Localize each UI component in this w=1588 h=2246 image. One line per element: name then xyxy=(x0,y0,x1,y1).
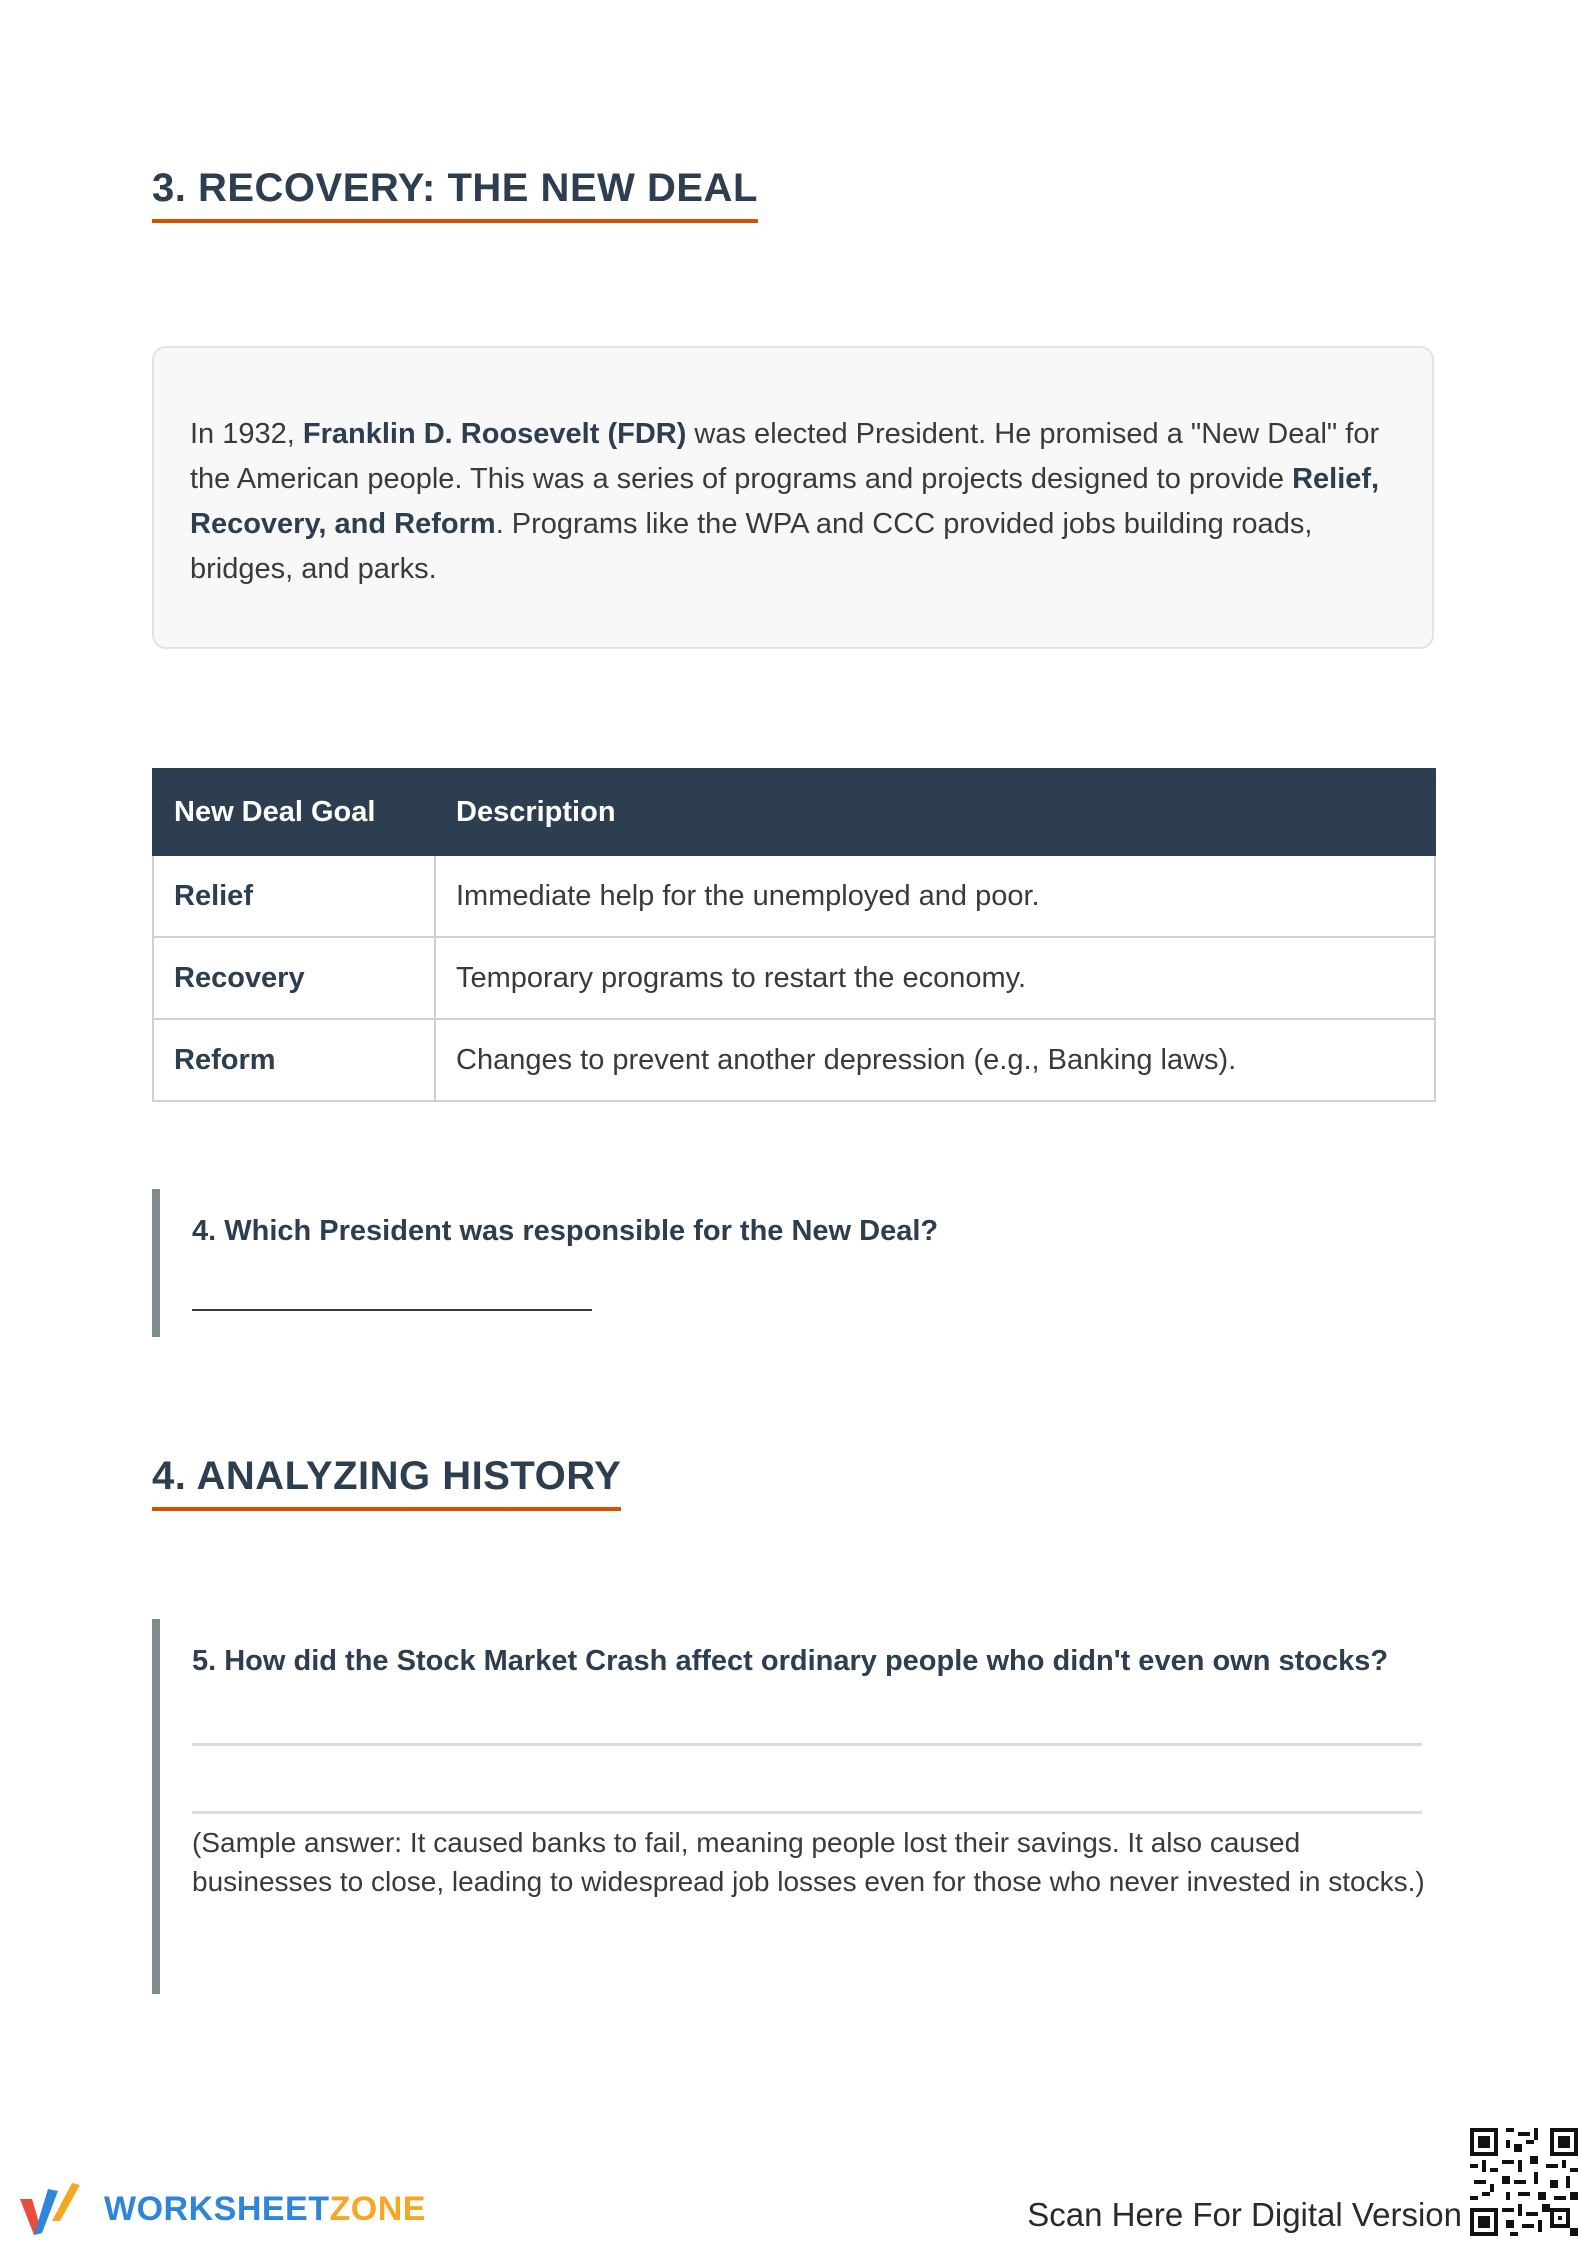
answer-line[interactable] xyxy=(192,1811,1422,1814)
section-heading-recovery: 3. RECOVERY: THE NEW DEAL xyxy=(152,166,758,223)
description-cell: Changes to prevent another depression (e.g., Banking laws). xyxy=(435,1019,1435,1101)
table-row xyxy=(153,855,1435,937)
paragraph-text: In 1932, xyxy=(190,418,303,450)
paragraph-text: was elected President. He promised a "New Deal" for the American people. This was a series of programs and projects designed to provide xyxy=(190,418,1380,495)
brand-name-part2: ZONE xyxy=(329,2189,426,2228)
brand-name xyxy=(104,2190,426,2229)
worksheetzone-logo-icon xyxy=(18,2181,92,2237)
description-cell: Temporary programs to restart the economy. xyxy=(435,937,1435,1019)
section-heading-analyzing: 4. ANALYZING HISTORY xyxy=(152,1454,621,1511)
answer-line[interactable] xyxy=(192,1743,1422,1746)
goal-cell: Reform xyxy=(153,1019,435,1101)
sample-answer: (Sample answer: It caused banks to fail, meaning people lost their savings. It also caused businesses to close, leading to widespread job losses even for those who never invested in stocks.) xyxy=(192,1827,1425,1897)
question-5-text: 5. How did the Stock Market Crash affect ordinary people who didn't even own stocks? xyxy=(192,1645,1389,1677)
question-5-block xyxy=(152,1619,1436,1994)
table-header-row xyxy=(153,769,1435,855)
qr-code-icon[interactable] xyxy=(1470,2128,1578,2236)
paragraph-bold-fdr: Franklin D. Roosevelt (FDR) xyxy=(302,418,687,450)
goal-cell: Recovery xyxy=(153,937,435,1019)
new-deal-info-box xyxy=(152,346,1434,649)
brand-name-part1: WORKSHEET xyxy=(104,2189,330,2228)
paragraph-bold-goals: Relief, Recovery, and Reform xyxy=(190,463,1380,540)
column-header-goal: New Deal Goal xyxy=(153,769,435,855)
goal-cell: Relief xyxy=(153,855,435,937)
scan-instruction: Scan Here For Digital Version xyxy=(1027,2196,1462,2233)
table-row xyxy=(153,1019,1435,1101)
question-4-text: 4. Which President was responsible for the New Deal? xyxy=(192,1215,939,1247)
new-deal-goals-table xyxy=(152,768,1436,1102)
answer-line-short[interactable] xyxy=(192,1309,592,1311)
description-cell: Immediate help for the unemployed and poor. xyxy=(435,855,1435,937)
table-row xyxy=(153,937,1435,1019)
paragraph-text: . Programs like the WPA and CCC provided jobs building roads, bridges, and parks. xyxy=(190,508,1313,585)
column-header-description: Description xyxy=(435,769,1435,855)
question-4-block xyxy=(152,1189,1152,1337)
worksheetzone-logo xyxy=(18,2181,426,2237)
